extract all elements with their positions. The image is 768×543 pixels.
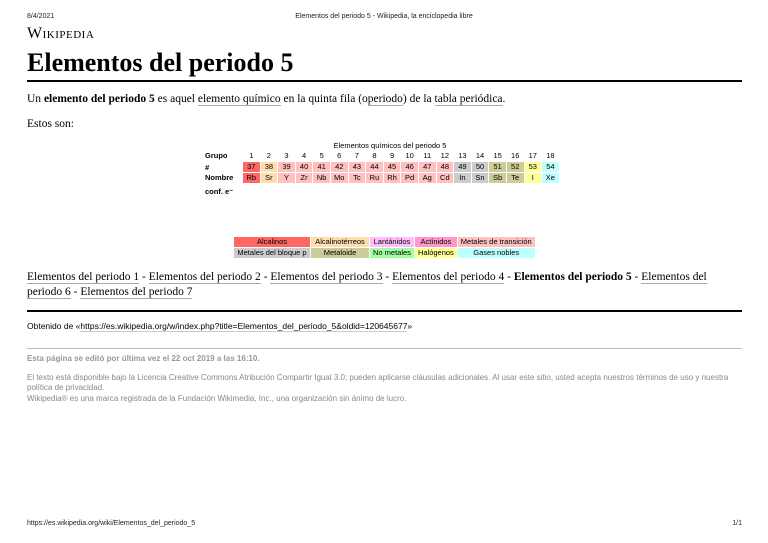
- obtained-suffix: »: [407, 321, 413, 331]
- period-5-table: [204, 150, 560, 198]
- element-cell-i[interactable]: 53: [525, 162, 542, 172]
- element-symbol[interactable]: Ag: [419, 173, 436, 183]
- group-number: 7: [354, 151, 359, 160]
- element-symbol[interactable]: Te: [507, 173, 524, 183]
- group-number: 13: [458, 151, 467, 160]
- element-cell-rh[interactable]: 45: [384, 162, 401, 172]
- obtained-from: [27, 321, 412, 331]
- nav-separator: -: [260, 271, 271, 283]
- element-cell-in[interactable]: 49: [454, 162, 471, 172]
- conf-empty: [243, 184, 559, 197]
- title-rule: [27, 80, 742, 82]
- element-cell-y[interactable]: 39: [278, 162, 295, 172]
- atomic-number-row: [205, 162, 559, 172]
- legend-metales-transicion[interactable]: Metales de transición: [458, 237, 535, 247]
- last-edit-text: Esta página se editó por última vez el 22 oct 2019 a las 16:10.: [27, 354, 260, 363]
- intro-text: .: [502, 93, 506, 105]
- link-elemento-quimico[interactable]: elemento químico: [197, 93, 281, 105]
- element-cell-sb[interactable]: 51: [489, 162, 506, 172]
- print-page-number: 1/1: [732, 520, 742, 527]
- element-symbol[interactable]: Zr: [296, 173, 313, 183]
- nav-separator: -: [382, 271, 393, 283]
- link-periodo-4[interactable]: Elementos del periodo 4: [392, 271, 505, 283]
- element-symbol[interactable]: Rb: [243, 173, 260, 183]
- nav-separator: -: [631, 271, 642, 283]
- group-number: 12: [440, 151, 449, 160]
- element-cell-xe[interactable]: 54: [542, 162, 559, 172]
- element-symbol[interactable]: In: [454, 173, 471, 183]
- element-cell-zr[interactable]: 40: [296, 162, 313, 172]
- intro-text: es aquel: [157, 93, 195, 105]
- table-caption: Elementos químicos del periodo 5: [333, 141, 447, 150]
- footer-rule: [27, 348, 742, 349]
- obtained-url-link[interactable]: https://es.wikipedia.org/w/index.php?title=Elementos_del_periodo_5&oldid=120645677: [80, 321, 408, 331]
- group-number: 14: [475, 151, 485, 160]
- group-number: 15: [493, 151, 502, 160]
- legend-no-metales[interactable]: No metales: [370, 248, 414, 258]
- element-symbol[interactable]: Mo: [331, 173, 348, 183]
- nav-separator: -: [70, 286, 81, 298]
- license-text: El texto está disponible bajo la Licencia Creative Commons Atribución Compartir Igual 3.0; pueden aplicarse cláusulas adicionales. Al usar este sitio, usted acepta nuestros términos de uso y nuestra política de privacidad.: [27, 373, 729, 392]
- group-number: 8: [372, 151, 377, 160]
- group-number: 10: [405, 151, 414, 160]
- print-date: 8/4/2021: [27, 13, 55, 20]
- intro-text: ) de la: [402, 93, 432, 105]
- element-cell-sn[interactable]: 50: [472, 162, 489, 172]
- legend-gases-nobles[interactable]: Gases nobles: [458, 248, 535, 258]
- element-symbol[interactable]: Sr: [261, 173, 278, 183]
- print-doc-title: Elementos del periodo 5 - Wikipedia, la enciclopedia libre: [295, 13, 473, 20]
- element-symbol[interactable]: Pd: [401, 173, 418, 183]
- element-symbol[interactable]: I: [525, 173, 542, 183]
- conf-row: [205, 184, 559, 197]
- element-symbol[interactable]: Xe: [542, 173, 559, 183]
- element-cell-nb[interactable]: 41: [313, 162, 330, 172]
- obtained-prefix: Obtenido de «: [27, 321, 81, 331]
- legend-alcalinoterreos[interactable]: Alcalinotérreos: [311, 237, 369, 247]
- legend-halogenos[interactable]: Halógenos: [415, 248, 457, 258]
- nav-separator: -: [504, 271, 514, 283]
- element-symbol[interactable]: Cd: [437, 173, 454, 183]
- row-header-nombre: Nombre: [205, 173, 234, 182]
- link-periodo[interactable]: periodo: [367, 93, 403, 105]
- estos-son-text: Estos son:: [27, 118, 74, 130]
- wikipedia-logo[interactable]: Wikipedia: [27, 25, 95, 42]
- group-number: 16: [511, 151, 520, 160]
- element-symbol[interactable]: Tc: [349, 173, 366, 183]
- link-periodo-7[interactable]: Elementos del periodo 7: [80, 286, 193, 298]
- element-symbol[interactable]: Ru: [366, 173, 383, 183]
- group-row: [205, 151, 559, 161]
- period-navigation: [27, 270, 743, 300]
- row-header-conf: conf. e⁻: [205, 187, 234, 196]
- legend-actinidos[interactable]: Actínidos: [415, 237, 457, 247]
- nav-separator: -: [139, 271, 149, 283]
- element-symbol[interactable]: Sn: [472, 173, 489, 183]
- link-periodo-2[interactable]: Elementos del periodo 2: [148, 271, 261, 283]
- legend-bloque-p[interactable]: Metales del bloque p: [234, 248, 310, 258]
- group-number: 5: [319, 151, 324, 160]
- link-periodo-3[interactable]: Elementos del periodo 3: [270, 271, 383, 283]
- group-number: 18: [546, 151, 555, 160]
- content-rule: [27, 310, 742, 312]
- row-header-grupo: Grupo: [205, 151, 228, 160]
- group-number: 1: [249, 151, 254, 160]
- element-cell-ag[interactable]: 47: [419, 162, 436, 172]
- element-symbol[interactable]: Rh: [384, 173, 401, 183]
- element-symbol[interactable]: Y: [278, 173, 295, 183]
- element-symbol[interactable]: Nb: [313, 173, 330, 183]
- group-number: 4: [301, 151, 307, 160]
- intro-text: en la quinta fila (o: [283, 93, 368, 105]
- element-cell-ru[interactable]: 44: [366, 162, 383, 172]
- current-periodo-5: Elementos del periodo 5: [513, 271, 632, 283]
- legend-metaloide[interactable]: Metaloide: [311, 248, 369, 258]
- element-cell-te[interactable]: 52: [507, 162, 524, 172]
- intro-paragraph: [27, 93, 505, 105]
- group-number: 6: [337, 151, 342, 160]
- category-legend: [233, 236, 536, 259]
- group-number: 9: [389, 151, 395, 160]
- legend-lantanidos[interactable]: Lantánidos: [370, 237, 414, 247]
- intro-text: Un: [27, 93, 42, 105]
- element-cell-sr[interactable]: 38: [261, 162, 278, 172]
- symbol-row: [205, 173, 559, 183]
- group-number: 2: [266, 151, 271, 160]
- element-cell-rb[interactable]: 37: [243, 162, 260, 172]
- group-number: 11: [423, 151, 432, 160]
- link-periodo-6[interactable]: Elementos del periodo 6: [27, 271, 707, 298]
- element-cell-pd[interactable]: 46: [401, 162, 418, 172]
- element-cell-tc[interactable]: 43: [349, 162, 366, 172]
- link-periodo-1[interactable]: Elementos del periodo 1: [27, 271, 140, 283]
- row-header-number: #: [205, 162, 210, 172]
- element-symbol[interactable]: Sb: [489, 173, 506, 183]
- intro-term: elemento del periodo 5: [43, 93, 155, 105]
- group-number: 3: [284, 151, 289, 160]
- trademark-text: Wikipedia® es una marca registrada de la Fundación Wikimedia, Inc., una organización sin ánimo de lucro.: [27, 394, 407, 403]
- link-tabla-periodica[interactable]: tabla periódica: [434, 93, 503, 105]
- group-number: 17: [528, 151, 537, 160]
- element-cell-mo[interactable]: 42: [331, 162, 348, 172]
- legend-alcalinos[interactable]: Alcalinos: [234, 237, 310, 247]
- page-title: Elementos del periodo 5: [27, 48, 294, 77]
- element-cell-cd[interactable]: 48: [437, 162, 454, 172]
- print-footer-url: https://es.wikipedia.org/wiki/Elementos_del_periodo_5: [27, 520, 196, 527]
